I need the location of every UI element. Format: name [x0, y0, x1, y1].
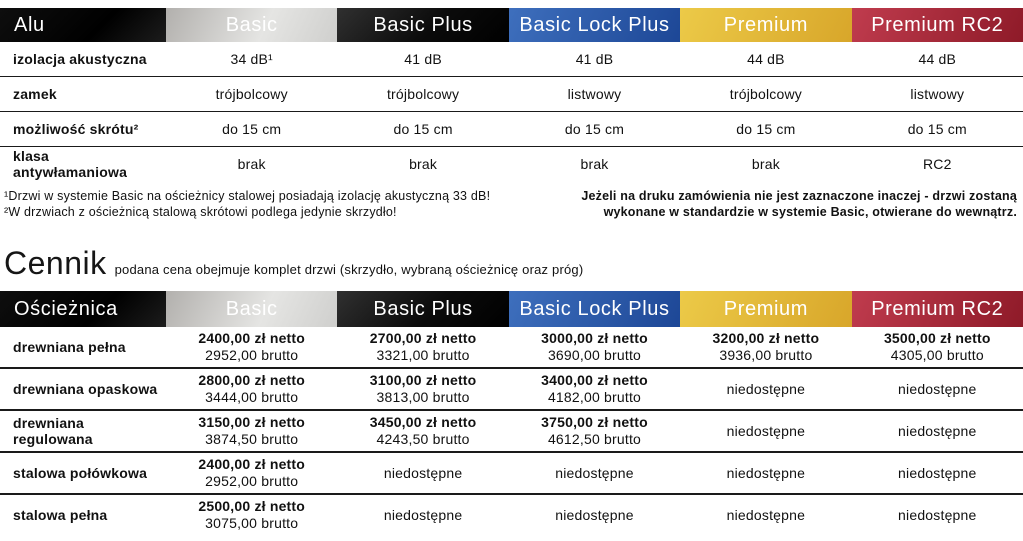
spec-cell: 41 dB [575, 51, 614, 67]
netto-price: 3750,00 zł netto [541, 414, 648, 430]
brutto-price: 3444,00 brutto [205, 389, 299, 405]
cennik-subtitle: podana cena obejmuje komplet drzwi (skrzydło, wybraną ościeżnicę oraz próg) [114, 262, 584, 277]
price-cell [509, 465, 680, 482]
unavailable-label: niedostępne [383, 464, 463, 481]
spec-cell: 44 dB [747, 51, 785, 67]
netto-price: 3450,00 zł netto [369, 414, 477, 430]
footnote-1: ¹Drzwi w systemie Basic na ościeżnicy stalowej posiadają izolację akustyczną 33 dB! [4, 189, 491, 203]
column-header-premium-rc2: Premium RC2 [852, 8, 1023, 42]
column-header-basic: Basic [166, 291, 337, 327]
price-cell [680, 465, 851, 482]
price-cell [680, 330, 851, 364]
spec-cell: brak [580, 156, 609, 172]
column-header-basic-plus: Basic Plus [337, 291, 508, 327]
brutto-price: 3936,00 brutto [719, 347, 813, 363]
netto-price: 2800,00 zł netto [198, 372, 306, 388]
price-cell [166, 456, 337, 490]
price-row-drewniana-regulowana [0, 411, 1023, 453]
price-row-drewniana-opaskowa [0, 369, 1023, 411]
column-header-premium-rc2: Premium RC2 [852, 291, 1023, 327]
price-cell [337, 507, 508, 524]
netto-price: 2500,00 zł netto [198, 498, 306, 514]
spec-cell: listwowy [567, 86, 622, 102]
price-table [0, 291, 1023, 535]
row-label: stalowa pełna [13, 507, 108, 523]
spec-cell: do 15 cm [736, 121, 796, 137]
brutto-price: 4612,50 brutto [547, 431, 642, 447]
spec-cell: brak [751, 156, 780, 172]
specs-table-header [0, 8, 1023, 42]
spec-cell: trójbolcowy [215, 86, 288, 102]
price-cell [680, 381, 851, 398]
spec-cell: 41 dB [404, 51, 442, 67]
row-label: klasa antywłamaniowa [13, 148, 128, 180]
price-cell [680, 507, 851, 524]
unavailable-label: niedostępne [555, 464, 634, 481]
spec-cell: 34 dB¹ [230, 51, 273, 67]
column-header-basic-lock-plus: Basic Lock Plus [509, 291, 680, 327]
price-cell [337, 414, 508, 448]
brutto-price: 3690,00 brutto [547, 347, 642, 363]
spec-cell: do 15 cm [907, 121, 967, 137]
price-cell [852, 330, 1023, 364]
price-table-header [0, 291, 1023, 327]
brutto-price: 4305,00 brutto [890, 347, 984, 363]
price-cell [852, 423, 1023, 440]
spec-cell: do 15 cm [222, 121, 282, 137]
brutto-price: 2952,00 brutto [205, 347, 299, 363]
row-label: stalowa połówkowa [13, 465, 148, 481]
netto-price: 3150,00 zł netto [198, 414, 306, 430]
column-header-basic-plus: Basic Plus [337, 8, 508, 42]
brutto-price: 2952,00 brutto [205, 473, 299, 489]
unavailable-label: niedostępne [726, 506, 806, 523]
spec-cell: do 15 cm [564, 121, 625, 137]
price-cell [166, 498, 337, 532]
unavailable-label: niedostępne [898, 422, 977, 439]
price-cell [166, 330, 337, 364]
price-cell [166, 414, 337, 448]
unavailable-label: niedostępne [898, 380, 977, 397]
netto-price: 2700,00 zł netto [369, 330, 477, 346]
price-cell [509, 372, 680, 406]
price-cell [509, 330, 680, 364]
netto-price: 3100,00 zł netto [369, 372, 477, 388]
price-cell [166, 372, 337, 406]
specs-corner-label: Alu [0, 8, 166, 42]
netto-price: 3000,00 zł netto [541, 330, 648, 346]
brutto-price: 3321,00 brutto [376, 347, 470, 363]
footnote-2: ²W drzwiach z ościeżnicą stalową skrótowi podlega jedynie skrzydło! [4, 205, 397, 219]
unavailable-label: niedostępne [898, 464, 977, 481]
column-header-basic-lock-plus: Basic Lock Plus [509, 8, 680, 42]
unavailable-label: niedostępne [726, 464, 806, 481]
price-cell [680, 423, 851, 440]
unavailable-label: niedostępne [555, 506, 634, 523]
price-cell [509, 414, 680, 448]
row-label: drewniana regulowana [13, 415, 93, 447]
unavailable-label: niedostępne [383, 506, 463, 523]
netto-price: 3200,00 zł netto [712, 330, 820, 346]
specs-row-acoustic [0, 42, 1023, 77]
row-label: drewniana pełna [13, 339, 126, 355]
row-label: drewniana opaskowa [13, 381, 158, 397]
spec-cell: trójbolcowy [729, 86, 802, 102]
column-header-premium: Premium [680, 291, 851, 327]
row-label: możliwość skrótu² [13, 121, 139, 137]
unavailable-label: niedostępne [726, 380, 806, 397]
spec-cell: brak [409, 156, 438, 172]
column-header-premium: Premium [680, 8, 851, 42]
netto-price: 2400,00 zł netto [198, 456, 306, 472]
price-cell [852, 465, 1023, 482]
notes-section [0, 188, 1023, 220]
specs-table [0, 8, 1023, 181]
price-cell [337, 330, 508, 364]
brutto-price: 3813,00 brutto [376, 389, 470, 405]
price-corner-label: Ościeżnica [0, 291, 166, 327]
brutto-price: 3874,50 brutto [205, 431, 299, 447]
price-cell [337, 372, 508, 406]
price-cell [509, 507, 680, 524]
unavailable-label: niedostępne [898, 506, 977, 523]
brutto-price: 3075,00 brutto [205, 515, 299, 531]
price-row-drewniana-pelna [0, 327, 1023, 369]
netto-price: 3500,00 zł netto [883, 330, 991, 346]
specs-row-burglary-class [0, 147, 1023, 181]
price-row-stalowa-polowkowa [0, 453, 1023, 495]
spec-cell: 44 dB [918, 51, 957, 67]
row-label: zamek [13, 86, 57, 102]
brutto-price: 4243,50 brutto [376, 431, 470, 447]
specs-row-lock [0, 77, 1023, 112]
row-label: izolacja akustyczna [13, 51, 147, 67]
price-cell [337, 465, 508, 482]
unavailable-label: niedostępne [726, 422, 806, 439]
netto-price: 2400,00 zł netto [198, 330, 306, 346]
spec-cell: trójbolcowy [386, 86, 460, 102]
specs-row-shortening [0, 112, 1023, 147]
spec-cell: listwowy [910, 86, 965, 102]
spec-cell: brak [237, 156, 266, 172]
brutto-price: 4182,00 brutto [547, 389, 642, 405]
price-cell [852, 507, 1023, 524]
cennik-title: Cennik [4, 245, 107, 281]
price-row-stalowa-pelna [0, 495, 1023, 535]
column-header-basic: Basic [166, 8, 337, 42]
spec-cell: RC2 [922, 156, 952, 172]
spec-cell: do 15 cm [393, 121, 453, 137]
cennik-heading [0, 245, 1023, 282]
price-cell [852, 381, 1023, 398]
order-note: Jeżeli na druku zamówienia nie jest zaznaczone inaczej - drzwi zostaną wykonane w standardzie w systemie Basic, otwierane do wewnątrz. [581, 189, 1017, 219]
netto-price: 3400,00 zł netto [541, 372, 648, 388]
footnotes [4, 188, 490, 220]
